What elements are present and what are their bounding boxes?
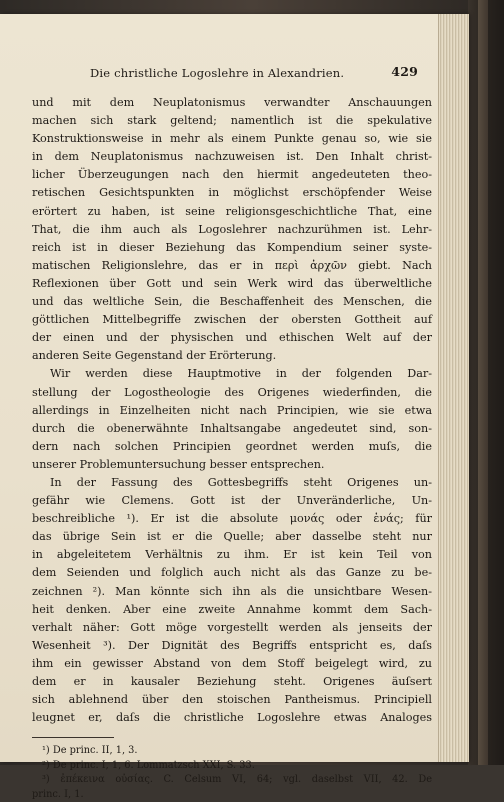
page-content: [32, 60, 432, 802]
text-line: unserer Problemuntersuchung besser entsprechen.: [32, 457, 325, 471]
text-line: heit denken. Aber eine zweite Annahme kommt dem Sach-: [32, 602, 432, 616]
text-line: verhalt näher: Gott möge vorgestellt werden als jenseits der: [32, 620, 432, 634]
running-head: [32, 60, 432, 80]
text-line: Konstruktionsweise in mehr als einem Punkte genau so, wie sie: [32, 132, 432, 146]
text-line: beschreibliche ¹). Er ist die absolute μονάς oder ἑνάς; für: [32, 512, 432, 526]
footnote-line: ²) De princ. I, 1, 6. Lommatzsch XXI, S. 33.: [42, 759, 255, 771]
footnote-line: princ. I, 1.: [32, 788, 84, 800]
text-line: göttlichen Mittelbegriffe zwischen der obersten Gottheit auf: [32, 313, 432, 327]
page-number: 429: [391, 64, 418, 79]
footnote-line: ³) ἐπέκεινα οὐσίας. C. Celsum VI, 64; vgl. daselbst VII, 42. De: [42, 774, 432, 786]
text-line: zeichnen ²). Man könnte sich ihn als die unsichtbare Wesen-: [32, 584, 432, 598]
text-line: durch die obenerwähnte Inhaltsangabe angedeutet sind, son-: [32, 421, 432, 435]
page-edges: [438, 14, 469, 762]
text-line: ihm ein gewisser Abstand von dem Stoff beigelegt wird, zu: [32, 656, 432, 670]
text-line: That, die ihm auch als Logoslehrer nachzurühmen ist. Lehr-: [32, 222, 432, 236]
footnotes: [32, 744, 432, 802]
text-line: allerdings in Einzelheiten nicht nach Principien, wie sie etwa: [32, 403, 432, 417]
footnote-rule: [32, 737, 114, 738]
text-line: Reflexionen über Gott und sein Werk wird das überweltliche: [32, 276, 432, 290]
text-line: stellung der Logostheologie des Origenes wiederfinden, die: [32, 385, 432, 399]
text-line: machen sich stark geltend; namentlich ist die spekulative: [32, 114, 432, 128]
text-line: gefähr wie Clemens. Gott ist der Unveränderliche, Un-: [32, 494, 432, 508]
text-line: anderen Seite Gegenstand der Erörterung.: [32, 349, 277, 363]
text-line: dem Seienden und folglich auch nicht als das Ganze zu be-: [32, 566, 432, 580]
text-line: in abgeleitetem Verhältnis zu ihm. Er ist kein Teil von: [32, 548, 432, 562]
text-line: das übrige Sein ist er die Quelle; aber dasselbe steht nur: [32, 530, 432, 544]
text-line: in dem Neuplatonismus nachzuweisen ist. Den Inhalt christ-: [32, 150, 432, 164]
text-line: In der Fassung des Gottesbegriffs steht Origenes un-: [50, 475, 432, 489]
text-line: licher Überzeugungen nach den hiermit angedeuteten theo-: [32, 168, 432, 182]
text-line: matischen Religionslehre, das er in περὶ ἀρχῶν giebt. Nach: [32, 258, 432, 272]
text-line: reich ist in dieser Beziehung das Kompendium seiner syste-: [32, 240, 432, 254]
text-line: und mit dem Neuplatonismus verwandter Anschauungen: [32, 96, 432, 109]
text-line: Wir werden diese Hauptmotive in der folgenden Dar-: [50, 367, 432, 381]
text-line: dem er in kausaler Beziehung steht. Origenes äuſsert: [32, 675, 432, 688]
text-line: dern nach solchen Principien geordnet werden muſs, die: [32, 439, 432, 453]
book-spine-strip: [478, 0, 488, 765]
footnote-line: ¹) De princ. II, 1, 3.: [42, 745, 138, 757]
text-line: erörtert zu haben, ist seine religionsgeschichtliche That, eine: [32, 204, 432, 218]
text-line: und das weltliche Sein, die Beschaffenheit des Menschen, die: [32, 295, 432, 309]
text-line: sich ablehnend über den stoischen Pantheismus. Principiell: [32, 693, 432, 707]
text-line: retischen Gesichtspunkten in möglichst erschöpfender Weise: [32, 186, 432, 200]
body-text: [32, 94, 432, 727]
text-line: Wesenheit ³). Der Dignität des Begriffs entspricht es, daſs: [32, 638, 432, 652]
running-title: Die christliche Logoslehre in Alexandrien.: [90, 66, 345, 80]
text-line: leugnet er, daſs die christliche Logoslehre etwas Analoges: [32, 711, 432, 725]
text-line: der einen und der physischen und ethischen Welt auf der: [32, 331, 432, 345]
